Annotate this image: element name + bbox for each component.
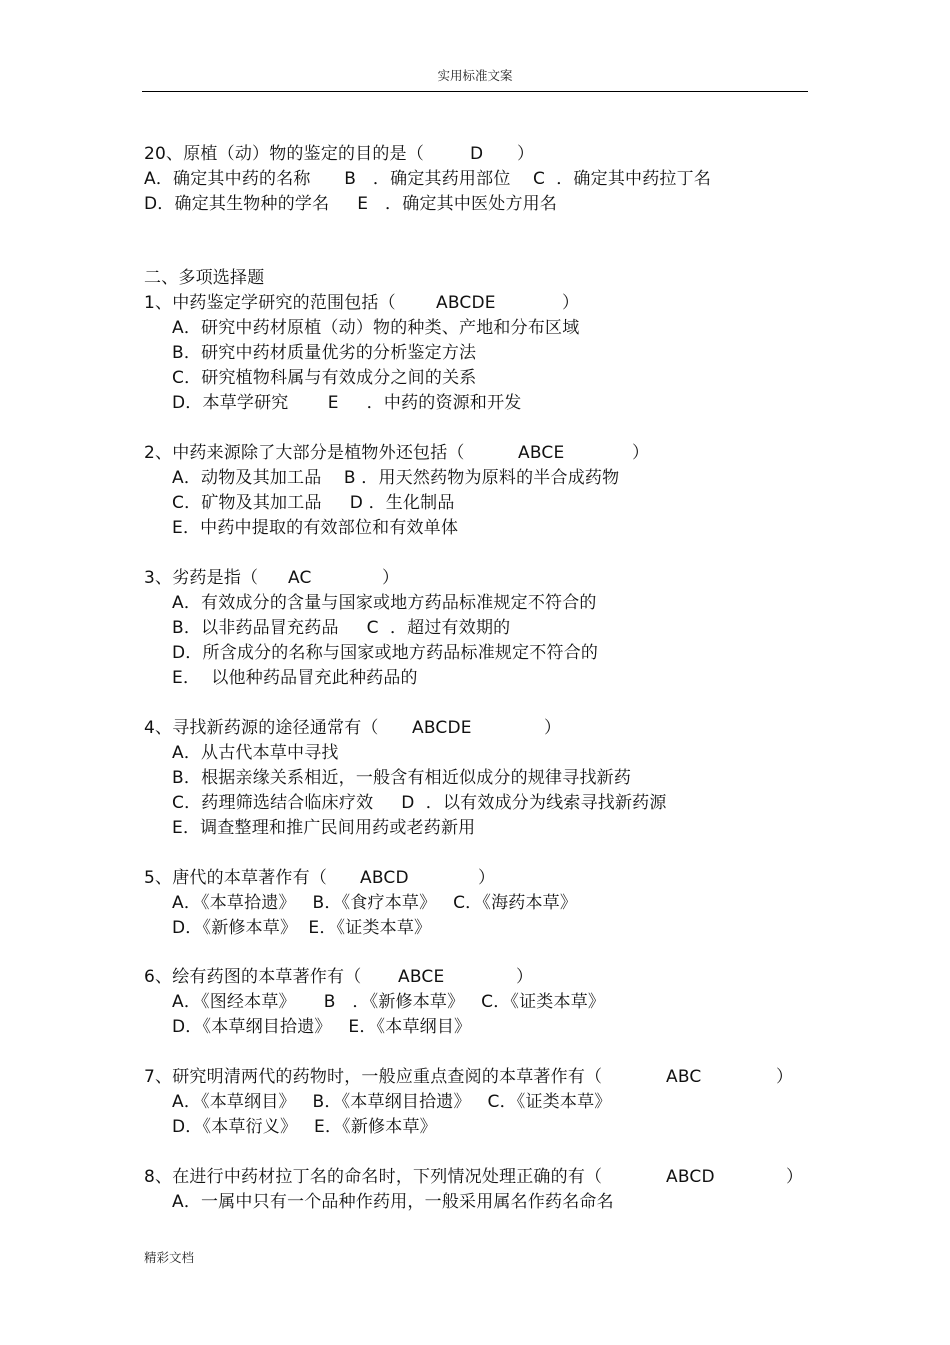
stem-close: ） [632, 443, 650, 463]
question-2-option: E．中药中提取的有效部位和有效单体 [172, 518, 459, 538]
question-6-stem [144, 966, 534, 988]
question-8-option: A．一属中只有一个品种作药用，一般采用属名作药名命名 [172, 1192, 614, 1212]
stem-close: ） [382, 568, 400, 588]
answer: ABCD [360, 868, 409, 888]
question-2-option: A．动物及其加工品 B ．用天然药物为原料的半合成药物 [172, 468, 620, 488]
question-stem: 3、劣药是指（ [144, 568, 259, 588]
question-stem: 7、研究明清两代的药物时，一般应重点查阅的本草著作有（ [144, 1067, 603, 1087]
page-footer: 精彩文档 [144, 1250, 195, 1265]
question-1-stem [144, 292, 580, 314]
page-header: 实用标准文案 [437, 68, 513, 83]
question-stem: 2、中药来源除了大部分是植物外还包括（ [144, 443, 465, 463]
answer: D [470, 144, 484, 164]
question-7-option: A．《本草纲目》 B．《本草纲目拾遗》 C．《证类本草》 [172, 1092, 612, 1112]
question-2-stem [144, 442, 650, 464]
question-3-option: A．有效成分的含量与国家或地方药品标准规定不符合的 [172, 593, 597, 613]
answer: ABCDE [412, 718, 472, 738]
stem-close: ） [544, 718, 562, 738]
question-6-option: D．《本草纲目拾遗》 E．《本草纲目》 [172, 1017, 472, 1037]
answer: ABCDE [436, 293, 496, 313]
stem-close: ） [478, 868, 496, 888]
question-stem: 1、中药鉴定学研究的范围包括（ [144, 293, 396, 313]
question-5-stem [144, 867, 496, 889]
question-stem: 5、唐代的本草著作有（ [144, 868, 328, 888]
question-20-options-2: D．确定其生物种的学名 E ．确定其中医处方用名 [144, 194, 558, 214]
question-stem: 20、原植（动）物的鉴定的目的是（ [144, 144, 425, 164]
question-6-option: A．《图经本草》 B ．《新修本草》 C．《证类本草》 [172, 992, 606, 1012]
stem-close: ） [562, 293, 580, 313]
question-7-option: D．《本草衍义》 E．《新修本草》 [172, 1117, 437, 1137]
question-3-stem [144, 567, 400, 589]
question-3-option: B．以非药品冒充药品 C ．超过有效期的 [172, 618, 511, 638]
answer: AC [288, 568, 312, 588]
header-rule [142, 91, 808, 92]
question-4-option: E．调查整理和推广民间用药或老药新用 [172, 818, 476, 838]
question-20-stem [144, 143, 535, 165]
question-4-option: C．药理筛选结合临床疗效 D ．以有效成分为线索寻找新药源 [172, 793, 667, 813]
question-4-stem [144, 717, 562, 739]
question-8-stem [144, 1166, 804, 1188]
question-7-stem [144, 1066, 794, 1088]
stem-close: ） [786, 1167, 804, 1187]
question-stem: 4、寻找新药源的途径通常有（ [144, 718, 379, 738]
question-5-option: A．《本草拾遗》 B．《食疗本草》 C．《海药本草》 [172, 893, 578, 913]
question-3-option: E． 以他种药品冒充此种药品的 [172, 668, 418, 688]
question-1-option: B．研究中药材质量优劣的分析鉴定方法 [172, 343, 477, 363]
answer: ABC [666, 1067, 702, 1087]
question-1-option: C．研究植物科属与有效成分之间的关系 [172, 368, 477, 388]
question-2-option: C．矿物及其加工品 D ．生化制品 [172, 493, 455, 513]
question-3-option: D．所含成分的名称与国家或地方药品标准规定不符合的 [172, 643, 599, 663]
answer: ABCE [398, 967, 445, 987]
question-20-options-1: A．确定其中药的名称 B ．确定其药用部位 C ．确定其中药拉丁名 [144, 169, 712, 189]
question-4-option: B．根据亲缘关系相近，一般含有相近似成分的规律寻找新药 [172, 768, 632, 788]
stem-close: ） [517, 144, 535, 164]
question-5-option: D．《新修本草》 E．《证类本草》 [172, 918, 432, 938]
stem-close: ） [776, 1067, 794, 1087]
question-stem: 8、在进行中药材拉丁名的命名时，下列情况处理正确的有（ [144, 1167, 603, 1187]
answer: ABCE [518, 443, 565, 463]
question-stem: 6、绘有药图的本草著作有（ [144, 967, 362, 987]
stem-close: ） [516, 967, 534, 987]
question-4-option: A．从古代本草中寻找 [172, 743, 339, 763]
question-1-option: A．研究中药材原植（动）物的种类、产地和分布区域 [172, 318, 580, 338]
answer: ABCD [666, 1167, 715, 1187]
section-heading: 二、多项选择题 [144, 268, 265, 288]
question-1-option: D．本草学研究 E ．中药的资源和开发 [172, 393, 522, 413]
